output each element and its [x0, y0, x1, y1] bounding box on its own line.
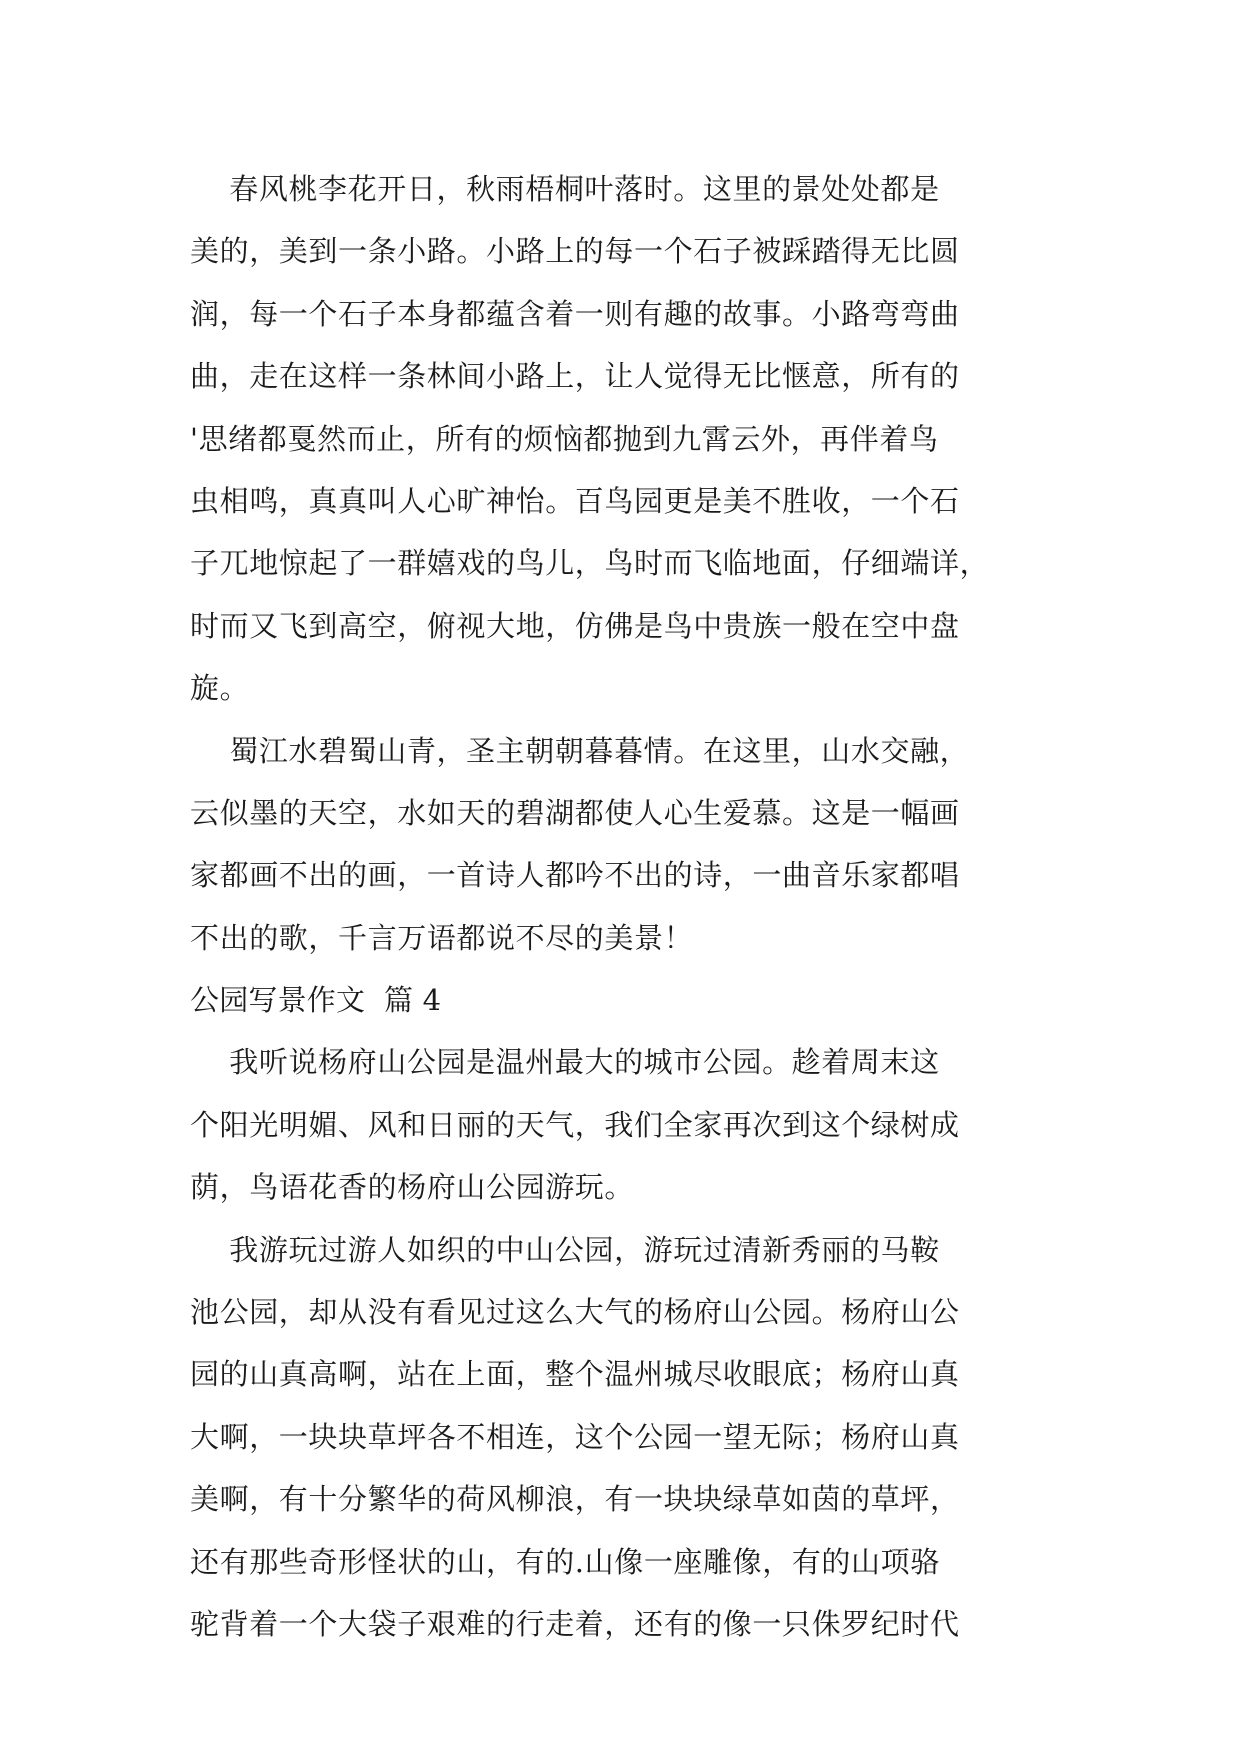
paragraph-line: 我游玩过游人如织的中山公园，游玩过清新秀丽的马鞍	[190, 1232, 940, 1267]
paragraph-line: 曲，走在这样一条林间小路上，让人觉得无比惬意，所有的	[190, 359, 960, 394]
paragraph-line: 大啊，一块块草坪各不相连，这个公园一望无际；杨府山真	[190, 1419, 960, 1454]
paragraph-line: 春风桃李花开日，秋雨梧桐叶落时。这里的景处处都是	[190, 172, 940, 206]
paragraph-line: 美啊，有十分繁华的荷风柳浪，有一块块绿草如茵的草坪，	[190, 1482, 960, 1517]
paragraph-line: 时而又飞到高空，俯视大地，仿佛是鸟中贵族一般在空中盘	[190, 608, 960, 643]
paragraph-line: 虫相鸣，真真叫人心旷神怡。百鸟园更是美不胜收，一个石	[190, 483, 960, 518]
paragraph-line: 驼背着一个大袋子艰难的行走着，还有的像一只侏罗纪时代	[190, 1606, 960, 1641]
paragraph-line: 荫，鸟语花香的杨府山公园游玩。	[190, 1170, 635, 1205]
paragraph-line: 蜀江水碧蜀山青，圣主朝朝暮暮情。在这里，山水交融，	[190, 733, 970, 768]
paragraph-line: 还有那些奇形怪状的山，有的.山像一座雕像，有的山项骆	[190, 1544, 940, 1579]
section-heading: 公园写景作文 篇 4	[190, 983, 442, 1018]
paragraph-line: 个阳光明媚、风和日丽的天气，我们全家再次到这个绿树成	[190, 1107, 960, 1142]
paragraph-line: 美的，美到一条小路。小路上的每一个石子被踩踏得无比圆	[190, 234, 960, 269]
paragraph-line: '思绪都戛然而止，所有的烦恼都抛到九霄云外，再伴着鸟	[190, 421, 939, 456]
paragraph-line: 润，每一个石子本身都蕴含着一则有趣的故事。小路弯弯曲	[190, 296, 960, 331]
document-body	[190, 158, 1052, 1655]
paragraph-line: 园的山真高啊，站在上面，整个温州城尽收眼底；杨府山真	[190, 1357, 960, 1392]
paragraph-line: 池公园，却从没有看见过这么大气的杨府山公园。杨府山公	[190, 1295, 960, 1330]
paragraph-line: 我听说杨府山公园是温州最大的城市公园。趁着周末这	[190, 1045, 940, 1080]
paragraph-line: 家都画不出的画，一首诗人都吟不出的诗，一曲音乐家都唱	[190, 858, 960, 893]
paragraph-line: 云似墨的天空，水如天的碧湖都使人心生爱慕。这是一幅画	[190, 795, 960, 830]
paragraph-line: 不出的歌，千言万语都说不尽的美景！	[190, 920, 694, 955]
paragraph-line: 子兀地惊起了一群嬉戏的鸟儿，鸟时而飞临地面，仔细端详，	[190, 546, 990, 581]
paragraph-line: 旋。	[190, 671, 250, 706]
